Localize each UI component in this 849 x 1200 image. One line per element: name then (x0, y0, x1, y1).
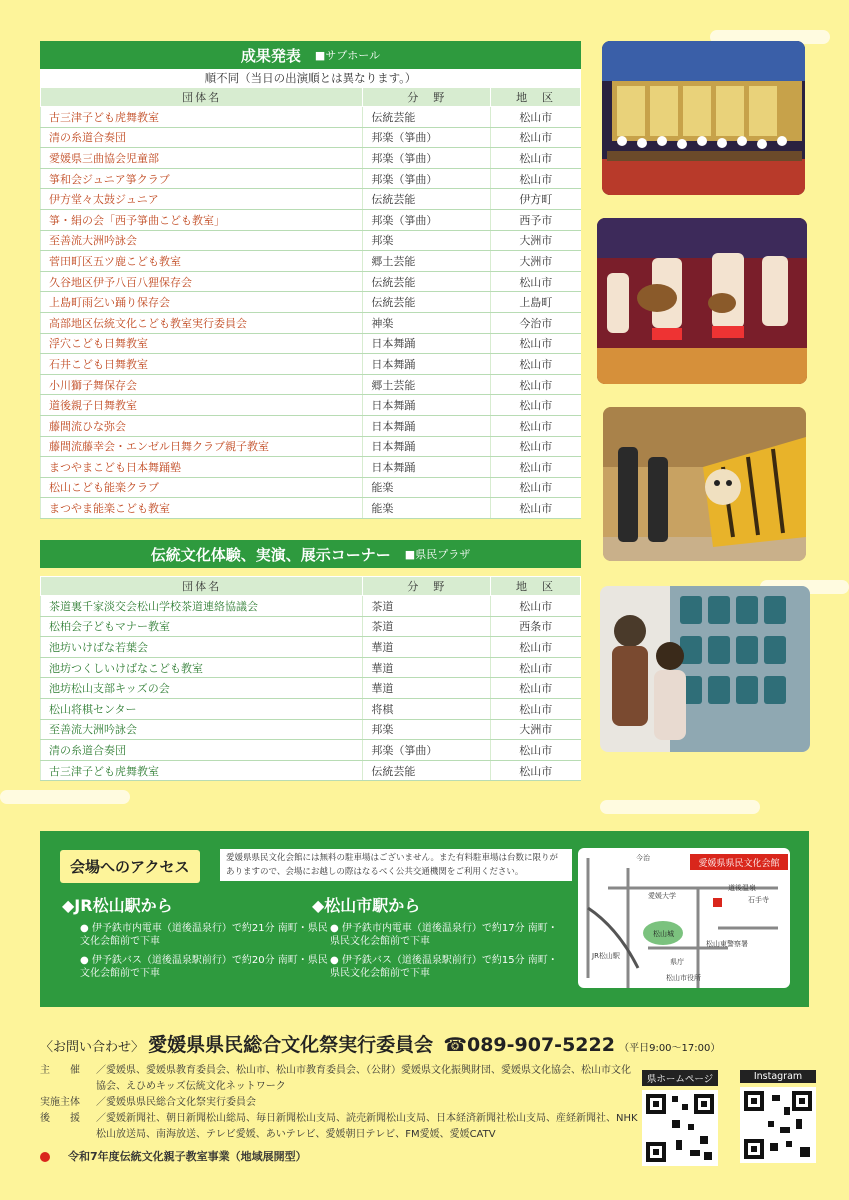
qr-caption: 県ホームページ (642, 1070, 718, 1086)
field-cell: 華道 (363, 637, 491, 658)
group-name-cell: 至善流大洲吟詠会 (41, 230, 363, 251)
field-cell: 邦楽（箏曲） (363, 740, 491, 761)
homepage-qr[interactable] (642, 1070, 718, 1166)
field-cell: 伝統芸能 (363, 107, 491, 128)
header-area: 地 区 (491, 577, 581, 596)
field-cell: 茶道 (363, 596, 491, 617)
field-cell: 郷土芸能 (363, 374, 491, 395)
area-cell: 上島町 (491, 292, 581, 313)
field-cell: 能楽 (363, 498, 491, 519)
group-name-cell: 古三津子ども虎舞教室 (41, 760, 363, 781)
area-cell: 松山市 (491, 107, 581, 128)
area-cell: 今治市 (491, 312, 581, 333)
field-cell: 日本舞踊 (363, 333, 491, 354)
route-item: ● 伊予鉄市内電車（道後温泉行）で約21分 南町・県民文化会館前で下車 (80, 923, 328, 947)
table-row (41, 168, 581, 189)
contact-line (40, 1030, 720, 1057)
route-item: ● 伊予鉄バス（道後温泉駅前行）で約15分 南町・県民文化会館前で下車 (330, 955, 558, 979)
credits (40, 1063, 640, 1165)
area-cell: 大洲市 (491, 251, 581, 272)
group-name-cell: 藤間流藤幸会・エンゼル日舞クラブ親子教室 (41, 436, 363, 457)
parking-note: 愛媛県県民文化会館には無料の駐車場はございません。また有料駐車場は台数に限りがありますので、会場にお越しの際はなるべく公共交通機関をご利用ください。 (220, 849, 572, 881)
table-row (41, 148, 581, 169)
field-cell: 日本舞踊 (363, 436, 491, 457)
table-row (41, 354, 581, 375)
order-note: 順不同（当日の出演順とは異なります。） (40, 69, 581, 87)
route-heading: ◆松山市駅から (312, 896, 421, 915)
map-label: 松山東警察署 (706, 940, 748, 948)
group-name-cell: 至善流大洲吟詠会 (41, 719, 363, 740)
field-cell: 華道 (363, 678, 491, 699)
area-cell: 大洲市 (491, 230, 581, 251)
cultural-agency-logo-icon (40, 1152, 50, 1162)
credit-row: 主 催 ／愛媛県、愛媛県教育委員会、松山市、松山市教育委員会、（公財）愛媛県文化振興財団、愛媛県文化協会、松山市文化協会、えひめキッズ伝統文化ネットワーク (40, 1065, 631, 1092)
field-cell: 日本舞踊 (363, 354, 491, 375)
field-cell: 日本舞踊 (363, 415, 491, 436)
taiko-drum-photo (597, 218, 807, 384)
field-cell: 邦楽 (363, 719, 491, 740)
field-cell: 伝統芸能 (363, 189, 491, 210)
field-cell: 邦楽 (363, 230, 491, 251)
area-cell: 松山市 (491, 657, 581, 678)
area-cell: 松山市 (491, 127, 581, 148)
area-cell: 松山市 (491, 415, 581, 436)
field-cell: 邦楽（箏曲） (363, 168, 491, 189)
section-location: ■県民プラザ (404, 548, 471, 561)
area-cell: 松山市 (491, 457, 581, 478)
instagram-qr[interactable] (740, 1070, 816, 1163)
group-name-cell: 久谷地区伊予八百八狸保存会 (41, 271, 363, 292)
table-row (41, 209, 581, 230)
field-cell: 茶道 (363, 616, 491, 637)
table-row (41, 498, 581, 519)
table-row (41, 107, 581, 128)
map-label: 道後温泉 (728, 884, 756, 892)
cloud-decoration (0, 790, 130, 804)
area-cell: 松山市 (491, 678, 581, 699)
group-name-cell: 高部地区伝統文化こども教室実行委員会 (41, 312, 363, 333)
qr-code-icon[interactable] (740, 1087, 816, 1163)
group-name-cell: 道後親子日舞教室 (41, 395, 363, 416)
map-label: 石手寺 (748, 896, 769, 904)
table-row (41, 230, 581, 251)
section-header (40, 540, 581, 568)
map-label: 県庁 (670, 958, 684, 966)
table-row (41, 698, 581, 719)
field-cell: 伝統芸能 (363, 760, 491, 781)
group-name-cell: 箏和会ジュニア箏クラブ (41, 168, 363, 189)
field-cell: 将棋 (363, 698, 491, 719)
field-cell: 日本舞踊 (363, 457, 491, 478)
table-row (41, 657, 581, 678)
group-name-cell: 浮穴こども日舞教室 (41, 333, 363, 354)
table-row (41, 457, 581, 478)
qr-caption: Instagram (740, 1070, 816, 1083)
route-jr (62, 893, 332, 980)
table-row (41, 678, 581, 699)
header-field: 分 野 (363, 88, 491, 107)
header-field: 分 野 (363, 577, 491, 596)
table-row (41, 596, 581, 617)
table-row (41, 719, 581, 740)
table-row (41, 189, 581, 210)
map-venue-label: 愛媛県県民文化会館 (698, 859, 780, 869)
area-cell: 松山市 (491, 740, 581, 761)
access-map (578, 848, 790, 988)
field-cell: 邦楽（箏曲） (363, 148, 491, 169)
project-name: 令和7年度伝統文化親子教室事業（地域展開型） (40, 1149, 640, 1165)
table-row (41, 333, 581, 354)
tiger-dance-photo (603, 407, 806, 561)
table-row (41, 760, 581, 781)
group-name-cell: 石井こども日舞教室 (41, 354, 363, 375)
cloud-decoration (600, 800, 760, 814)
map-label: 松山城 (653, 930, 674, 938)
access-panel (40, 831, 809, 1007)
contact-hours: （平日9:00～17:00） (619, 1043, 721, 1054)
area-cell: 松山市 (491, 498, 581, 519)
table-row (41, 127, 581, 148)
field-cell: 神楽 (363, 312, 491, 333)
group-name-cell: まつやまこども日本舞踊塾 (41, 457, 363, 478)
area-cell: 松山市 (491, 436, 581, 457)
map-label: 松山市役所 (666, 974, 701, 982)
contact-org: 愛媛県県民総合文化祭実行委員会 (148, 1034, 434, 1056)
performance-section (40, 41, 581, 519)
field-cell: 能楽 (363, 477, 491, 498)
table-row (41, 292, 581, 313)
contact-phone[interactable]: ☎089-907-5222 (443, 1034, 615, 1056)
calligraphy-exhibit-photo (600, 586, 810, 752)
group-name-cell: 池坊つくしいけばなこども教室 (41, 657, 363, 678)
table-row (41, 251, 581, 272)
koto-performance-photo (602, 41, 805, 195)
group-name-cell: 藤間流ひな弥会 (41, 415, 363, 436)
credit-row: 実施主体 ／愛媛県県民総合文化祭実行委員会 (40, 1097, 256, 1108)
table-row (41, 477, 581, 498)
table-row (41, 395, 581, 416)
area-cell: 松山市 (491, 760, 581, 781)
area-cell: 松山市 (491, 637, 581, 658)
area-cell: 松山市 (491, 148, 581, 169)
qr-code-icon[interactable] (642, 1090, 718, 1166)
section-location: ■サブホール (314, 49, 381, 62)
section-header (40, 41, 581, 69)
area-cell: 松山市 (491, 374, 581, 395)
performance-table (40, 87, 581, 519)
group-name-cell: 菅田町区五ツ鹿こども教室 (41, 251, 363, 272)
table-row (41, 616, 581, 637)
table-row (41, 374, 581, 395)
route-item: ● 伊予鉄バス（道後温泉駅前行）で約20分 南町・県民文化会館前で下車 (80, 955, 328, 979)
field-cell: 郷土芸能 (363, 251, 491, 272)
area-cell: 松山市 (491, 333, 581, 354)
access-title: 会場へのアクセス (60, 850, 200, 883)
map-label: 今治 (636, 854, 650, 862)
header-area: 地 区 (491, 88, 581, 107)
route-heading: ◆JR松山駅から (62, 896, 173, 915)
area-cell: 松山市 (491, 477, 581, 498)
group-name-cell: 愛媛県三曲協会児童部 (41, 148, 363, 169)
group-name-cell: 茶道裏千家淡交会松山学校茶道連絡協議会 (41, 596, 363, 617)
group-name-cell: 伊方堂々太鼓ジュニア (41, 189, 363, 210)
group-name-cell: 清の糸道合奏団 (41, 127, 363, 148)
group-name-cell: 小川獅子舞保存会 (41, 374, 363, 395)
area-cell: 松山市 (491, 596, 581, 617)
area-cell: 大洲市 (491, 719, 581, 740)
group-name-cell: 箏・絹の会「西予箏曲こども教室」 (41, 209, 363, 230)
table-row (41, 436, 581, 457)
table-row (41, 271, 581, 292)
field-cell: 華道 (363, 657, 491, 678)
table-row (41, 312, 581, 333)
table-row (41, 415, 581, 436)
area-cell: 伊方町 (491, 189, 581, 210)
area-cell: 松山市 (491, 698, 581, 719)
group-name-cell: 池坊松山支部キッズの会 (41, 678, 363, 699)
contact-label: 〈お問い合わせ〉 (40, 1040, 145, 1055)
experience-section (40, 540, 581, 781)
field-cell: 伝統芸能 (363, 271, 491, 292)
group-name-cell: 古三津子ども虎舞教室 (41, 107, 363, 128)
group-name-cell: 池坊いけばな若葉会 (41, 637, 363, 658)
header-group: 団体名 (41, 577, 363, 596)
experience-table (40, 576, 581, 781)
route-item: ● 伊予鉄市内電車（道後温泉行）で約17分 南町・県民文化会館前で下車 (330, 923, 558, 947)
area-cell: 西予市 (491, 209, 581, 230)
map-label: 愛媛大学 (648, 892, 676, 900)
group-name-cell: 上島町雨乞い踊り保存会 (41, 292, 363, 313)
group-name-cell: 松山将棋センター (41, 698, 363, 719)
group-name-cell: 清の糸道合奏団 (41, 740, 363, 761)
area-cell: 松山市 (491, 395, 581, 416)
header-group: 団体名 (41, 88, 363, 107)
group-name-cell: まつやま能楽こども教室 (41, 498, 363, 519)
group-name-cell: 松山こども能楽クラブ (41, 477, 363, 498)
field-cell: 邦楽（箏曲） (363, 127, 491, 148)
route-city (312, 893, 562, 980)
area-cell: 松山市 (491, 354, 581, 375)
table-row (41, 637, 581, 658)
area-cell: 松山市 (491, 271, 581, 292)
credit-row: 後 援 ／愛媛新聞社、朝日新聞松山総局、毎日新聞松山支局、読売新聞松山支局、日本経済新聞社松山支局、産経新聞社、NHK松山放送局、南海放送、テレビ愛媛、あいテレビ、愛媛朝日テレビ、FM愛媛、愛媛CATV (40, 1113, 638, 1140)
table-row (41, 740, 581, 761)
group-name-cell: 松柏会子どもマナー教室 (41, 616, 363, 637)
field-cell: 邦楽（箏曲） (363, 209, 491, 230)
field-cell: 伝統芸能 (363, 292, 491, 313)
section-title: 伝統文化体験、実演、展示コーナー (150, 545, 391, 564)
area-cell: 松山市 (491, 168, 581, 189)
area-cell: 西条市 (491, 616, 581, 637)
field-cell: 日本舞踊 (363, 395, 491, 416)
section-title: 成果発表 (240, 46, 301, 65)
map-label: JR松山駅 (592, 952, 620, 960)
